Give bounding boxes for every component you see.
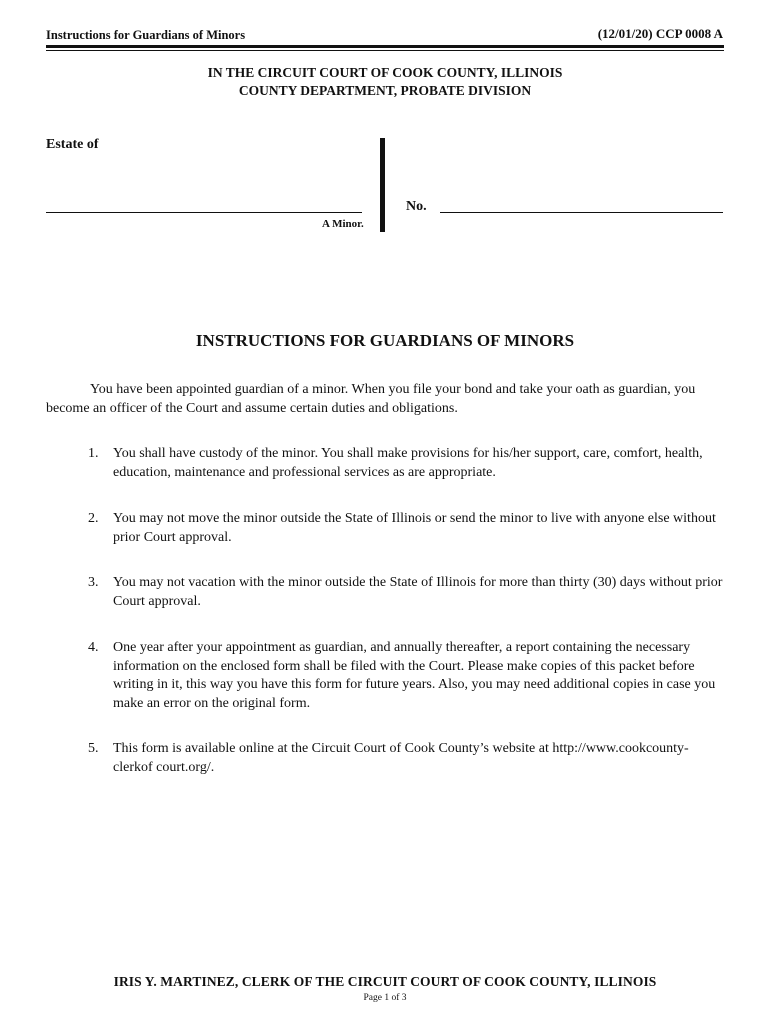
list-item [88, 639, 724, 713]
case-number-label: No. [406, 199, 427, 214]
list-item-text: You shall have custody of the minor. You shall make provisions for his/her support, care, comfort, health, education, maintenance and professional services as are appropriate. [113, 446, 703, 480]
header-form-title: Instructions for Guardians of Minors [46, 28, 246, 42]
header-rule-thin [46, 50, 724, 51]
header-form-id: (12/01/20) CCP 0008 A [597, 26, 723, 41]
list-item [88, 574, 724, 611]
list-item-number: 3. [88, 575, 99, 590]
list-item-text: You may not vacation with the minor outside the State of Illinois for more than thirty (30) days without prior Court approval. [113, 575, 723, 609]
list-item-number: 5. [88, 741, 99, 756]
list-item [88, 740, 724, 777]
estate-of-label: Estate of [46, 137, 99, 152]
list-item-number: 1. [88, 446, 99, 461]
document-title: INSTRUCTIONS FOR GUARDIANS OF MINORS [195, 331, 575, 350]
case-number-blank-line[interactable] [440, 212, 723, 213]
court-name-line: IN THE CIRCUIT COURT OF COOK COUNTY, ILLINOIS [207, 65, 563, 80]
list-item-text: You may not move the minor outside the State of Illinois or send the minor to live with anyone else without prior Court approval. [113, 511, 716, 545]
intro-paragraph: You have been appointed guardian of a minor. When you file your bond and take your oath as guardian, you become an officer of the Court and assume certain duties and obligations. [46, 382, 696, 416]
page-number: Page 1 of 3 [363, 993, 407, 1003]
list-item-number: 2. [88, 511, 99, 526]
a-minor-label: A Minor. [322, 218, 364, 230]
header-rule-thick [46, 45, 724, 48]
list-item-text: This form is available online at the Circuit Court of Cook County’s website at http://www.cookcounty-clerkof court.org/. [113, 741, 689, 775]
caption-divider-bar [380, 138, 385, 232]
footer-clerk-name: IRIS Y. MARTINEZ, CLERK OF THE CIRCUIT COURT OF COOK COUNTY, ILLINOIS [113, 974, 657, 989]
court-division-line: COUNTY DEPARTMENT, PROBATE DIVISION [238, 83, 532, 98]
list-item [88, 510, 724, 547]
list-item [88, 445, 724, 482]
list-item-text: One year after your appointment as guardian, and annually thereafter, a report containing the necessary information on the enclosed form shall be filed with the Court. Please make copies of this packet before writing in it, this way you have this form for future years. Also, you may need additional copies in case you make an error on the original form. [113, 640, 716, 711]
list-item-number: 4. [88, 640, 99, 655]
estate-name-blank-line[interactable] [46, 212, 362, 213]
